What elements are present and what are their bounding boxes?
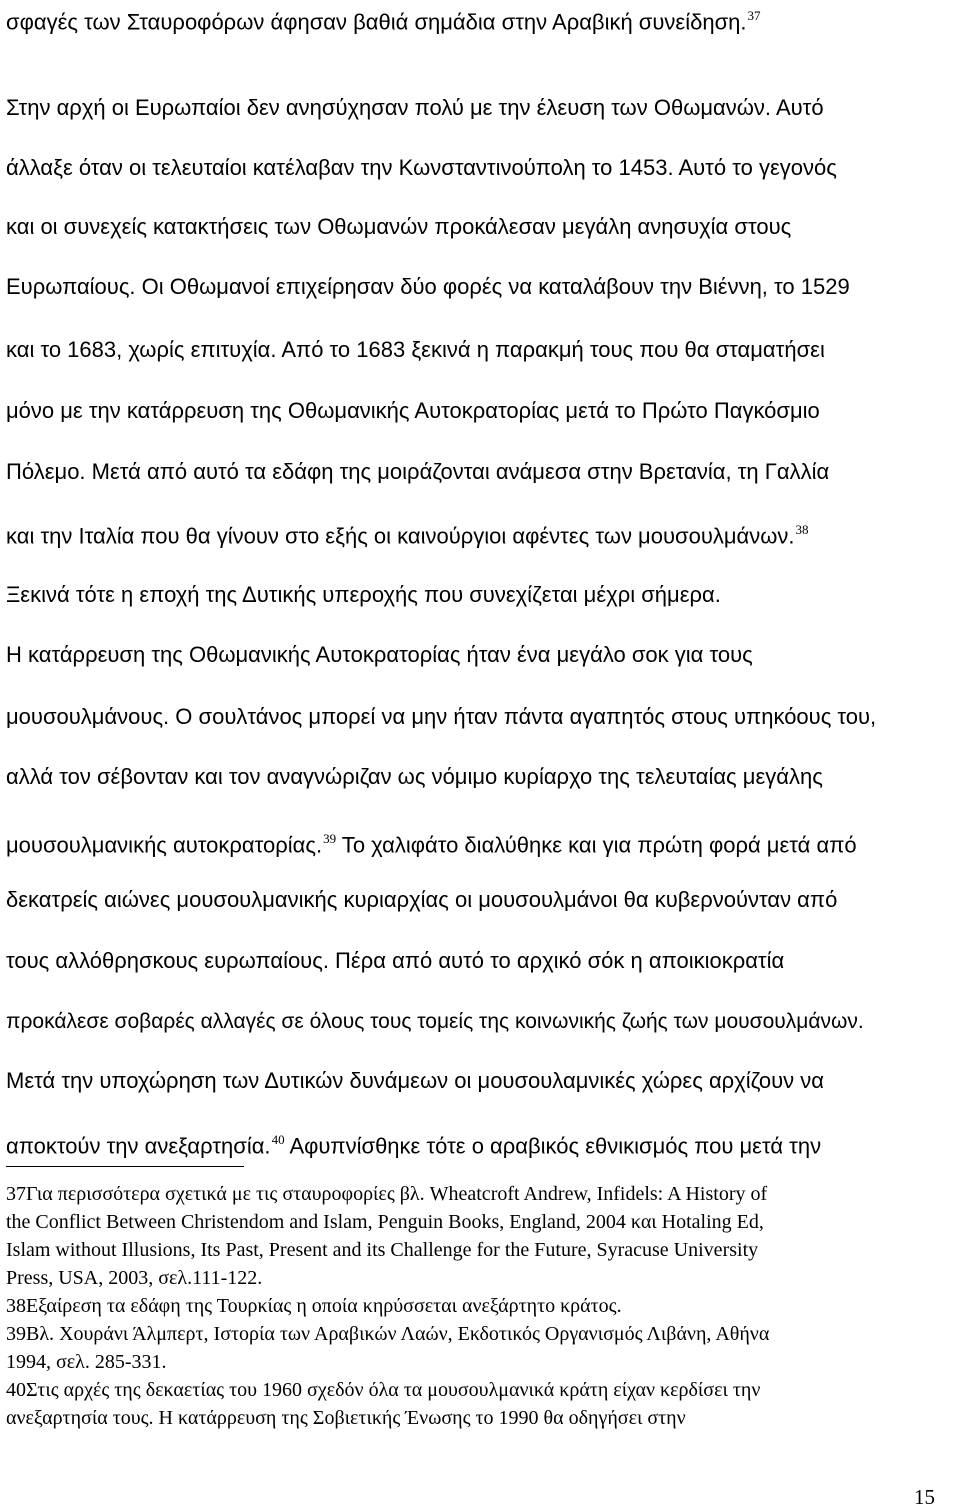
body-line-text: Το χαλιφάτο διαλύθηκε και για πρώτη φορά μετά από xyxy=(336,832,857,858)
footnote-ref: 39 xyxy=(323,831,337,846)
footnote-line: 39Βλ. Χουράνι Άλμπερτ, Ιστορία των Αραβικών Λαών, Εκδοτικός Οργανισμός Λιβάνη, Αθήνα xyxy=(6,1323,770,1345)
body-line-text: αλλά τον σέβονταν και τον αναγνώριζαν ως νόμιμο κυρίαρχο της τελευταίας μεγάλης xyxy=(6,764,823,789)
body-line-text: σφαγές των Σταυροφόρων άφησαν βαθιά σημάδια στην Αραβική συνείδηση. xyxy=(6,9,747,35)
body-line xyxy=(6,4,761,35)
footnote-line: 1994, σελ. 285-331. xyxy=(6,1351,167,1373)
body-line-text: αποκτούν την ανεξαρτησία. xyxy=(6,1133,271,1159)
body-line xyxy=(6,948,784,974)
body-line-text: Πόλεμο. Μετά από αυτό τα εδάφη της μοιράζονται ανάμεσα στην Βρετανία, τη Γαλλία xyxy=(6,459,830,484)
body-line xyxy=(6,398,820,424)
page-number: 15 xyxy=(914,1485,935,1509)
footnote-line: 38Εξαίρεση τα εδάφη της Τουρκίας η οποία κηρύσσεται ανεξάρτητο κράτος. xyxy=(6,1295,622,1317)
footnote-line: 37Για περισσότερα σχετικά με τις σταυροφορίες βλ. Wheatcroft Andrew, Infidels: A History of xyxy=(6,1183,768,1205)
body-line-text: άλλαξε όταν οι τελευταίοι κατέλαβαν την Κωνσταντινούπολη το 1453. Αυτό το γεγονός xyxy=(6,155,837,180)
body-line-text: μόνο με την κατάρρευση της Οθωμανικής Αυτοκρατορίας μετά το Πρώτο Παγκόσμιο xyxy=(6,398,820,423)
body-line-text: Η κατάρρευση της Οθωμανικής Αυτοκρατορίας ήταν ένα μεγάλο σοκ για τους xyxy=(6,642,753,667)
footnote-ref: 37 xyxy=(747,8,761,23)
body-line-text: τους αλλόθρησκους ευρωπαίους. Πέρα από αυτό το αρχικό σόκ η αποικιοκρατία xyxy=(6,948,785,973)
footnote-line: Press, USA, 2003, σελ.111-122. xyxy=(6,1267,263,1289)
body-line xyxy=(6,214,791,240)
body-line-text: μουσουλμάνους. Ο σουλτάνος μπορεί να μην ήταν πάντα αγαπητός στους υπηκόους του, xyxy=(6,704,877,729)
body-line xyxy=(6,518,809,549)
footnote-line: the Conflict Between Christendom and Islam, Penguin Books, England, 2004 και Hotaling Ed, xyxy=(6,1211,764,1233)
body-line-text: προκάλεσε σοβαρές αλλαγές σε όλους τους τομείς της κοινωνικής ζωής των μουσουλμάνων. xyxy=(6,1010,864,1033)
body-line xyxy=(6,827,857,858)
body-line-text: Στην αρχή οι Ευρωπαίοι δεν ανησύχησαν πολύ με την έλευση των Οθωμανών. Αυτό xyxy=(6,95,824,120)
body-line xyxy=(6,704,876,730)
body-line-text: Ευρωπαίους. Οι Οθωμανοί επιχείρησαν δύο φορές να καταλάβουν την Βιέννη, το 1529 xyxy=(6,274,850,299)
footnote-separator xyxy=(6,1166,244,1167)
body-line xyxy=(6,337,825,363)
body-line xyxy=(6,1068,824,1094)
body-line-text: Ξεκινά τότε η εποχή της Δυτικής υπεροχής που συνεχίζεται μέχρι σήμερα. xyxy=(6,582,721,607)
body-line-text: και την Ιταλία που θα γίνουν στο εξής οι καινούργιοι αφέντες των μουσουλμάνων. xyxy=(6,523,795,549)
body-line xyxy=(6,764,823,790)
body-line-text: Αφυπνίσθηκε τότε ο αραβικός εθνικισμός που μετά την xyxy=(284,1133,822,1159)
body-line xyxy=(6,582,721,608)
body-line xyxy=(6,459,829,485)
footnote-line: Islam without Illusions, Its Past, Present and its Challenge for the Future, Syracuse University xyxy=(6,1239,759,1261)
body-line-text: μουσουλμανικής αυτοκρατορίας. xyxy=(6,832,323,858)
footnote-ref: 40 xyxy=(271,1132,285,1147)
body-line-text: και οι συνεχείς κατακτήσεις των Οθωμανών προκάλεσαν μεγάλη ανησυχία στους xyxy=(6,214,792,239)
body-line xyxy=(6,887,837,913)
footnote-ref: 38 xyxy=(795,522,809,537)
footnote-line: 40Στις αρχές της δεκαετίας του 1960 σχεδόν όλα τα μουσουλμανικά κράτη είχαν κερδίσει την xyxy=(6,1379,761,1401)
footnote-line: ανεξαρτησία τους. Η κατάρρευση της Σοβιετικής Ένωσης το 1990 θα οδηγήσει στην xyxy=(6,1407,686,1429)
body-line xyxy=(6,95,824,121)
body-line-text: δεκατρείς αιώνες μουσουλμανικής κυριαρχίας οι μουσουλμάνοι θα κυβερνούνταν από xyxy=(6,887,838,912)
body-line xyxy=(6,1009,864,1035)
body-line xyxy=(6,642,753,668)
body-line xyxy=(6,274,850,300)
body-line-text: και το 1683, χωρίς επιτυχία. Από το 1683 ξεκινά η παρακμή τους που θα σταματήσει xyxy=(6,337,825,362)
body-line xyxy=(6,155,837,181)
body-line xyxy=(6,1128,821,1159)
body-line-text: Μετά την υποχώρηση των Δυτικών δυνάμεων οι μουσουλαμνικές χώρες αρχίζουν να xyxy=(6,1068,824,1093)
